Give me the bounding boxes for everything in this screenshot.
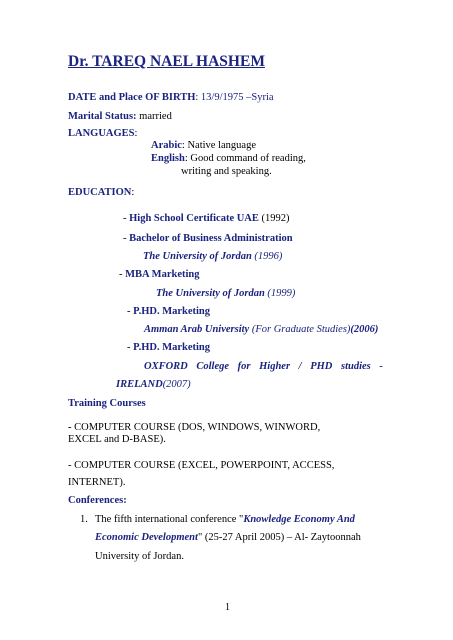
- arabic-label: Arabic: [151, 140, 182, 151]
- training-course-2-line1: - COMPUTER COURSE (EXCEL, POWERPOINT, ACCESS,: [68, 460, 335, 471]
- edu-phd2-school-line2: [116, 378, 191, 391]
- edu-phd2-school-line1: OXFORD College for Higher / PHD studies -: [144, 361, 383, 372]
- edu-phd1-note: (For Graduate Studies): [249, 324, 351, 335]
- conferences-heading: Conferences:: [68, 495, 127, 506]
- edu-phd1-school: Amman Arab University: [144, 324, 250, 335]
- edu-phd1-degree: P.HD. Marketing: [133, 306, 211, 317]
- edu-mba: - MBA Marketing: [119, 269, 200, 280]
- conference-1-title-part1: Knowledge Economy And: [243, 514, 355, 525]
- document-title: Dr. TAREQ NAEL HASHEM: [68, 53, 265, 70]
- edu-phd2: - P.HD. Marketing: [127, 342, 211, 353]
- edu-ba: - Bachelor of Business Administration: [123, 233, 293, 244]
- edu-phd1-year: (2006): [350, 324, 379, 335]
- education-heading: EDUCATION:: [68, 187, 135, 198]
- edu-mba-school-line: [156, 287, 295, 300]
- edu-mba-degree: MBA Marketing: [125, 269, 200, 280]
- conference-1-title-part2: Economic Development: [95, 532, 198, 543]
- edu-hs: - High School Certificate UAE (1992): [123, 213, 290, 224]
- edu-hs-degree: High School Certificate UAE: [129, 213, 259, 224]
- edu-ba-school: The University of Jordan: [143, 251, 252, 262]
- training-course-1-line2: EXCEL and D-BASE).: [68, 434, 166, 445]
- edu-mba-year: (1999): [264, 288, 296, 299]
- education-label: EDUCATION: [68, 187, 132, 198]
- dob-label: DATE and Place OF BIRTH: [68, 92, 196, 103]
- dob-line: [68, 91, 274, 104]
- edu-hs-year: (1992): [258, 213, 290, 224]
- edu-phd2-degree: P.HD. Marketing: [133, 342, 211, 353]
- conference-1-line3: University of Jordan.: [95, 551, 184, 562]
- page-number: 1: [225, 602, 230, 613]
- edu-phd1: - P.HD. Marketing: [127, 306, 211, 317]
- edu-ba-year: (1996): [251, 251, 283, 262]
- marital-label: Marital Status:: [68, 111, 137, 122]
- dob-value: : 13/9/1975 –Syria: [195, 92, 274, 103]
- edu-mba-school: The University of Jordan: [156, 288, 265, 299]
- edu-phd1-school-line: [144, 323, 378, 336]
- english-cont: writing and speaking.: [181, 166, 272, 177]
- edu-ba-degree: Bachelor of Business Administration: [129, 233, 293, 244]
- languages-label: LANGUAGES: [68, 128, 135, 139]
- training-course-2-line2: INTERNET).: [68, 477, 126, 488]
- conference-1-line1: The fifth international conference "Knowledge Economy And: [95, 514, 355, 525]
- english-label: English: [151, 153, 185, 164]
- marital-line: [68, 110, 172, 123]
- english-line: [151, 152, 306, 165]
- training-course-1-text: COMPUTER COURSE (DOS, WINDOWS, WINWORD,: [74, 422, 321, 433]
- arabic-line: [151, 139, 256, 152]
- edu-phd2-year: (2007): [162, 379, 191, 390]
- arabic-value: : Native language: [181, 140, 256, 151]
- edu-phd2-country: IRELAND: [116, 379, 163, 390]
- training-heading: Training Courses: [68, 398, 146, 409]
- training-course-1-line1: - COMPUTER COURSE (DOS, WINDOWS, WINWORD,: [68, 422, 321, 433]
- conference-1-line2: Economic Development" (25-27 April 2005) – Al- Zaytoonnah: [95, 532, 361, 543]
- conference-1-number: 1.: [80, 514, 88, 525]
- english-value: : Good command of reading,: [184, 153, 306, 164]
- edu-ba-school-line: [143, 250, 282, 263]
- languages-heading: LANGUAGES:: [68, 128, 138, 139]
- marital-value: married: [136, 111, 172, 122]
